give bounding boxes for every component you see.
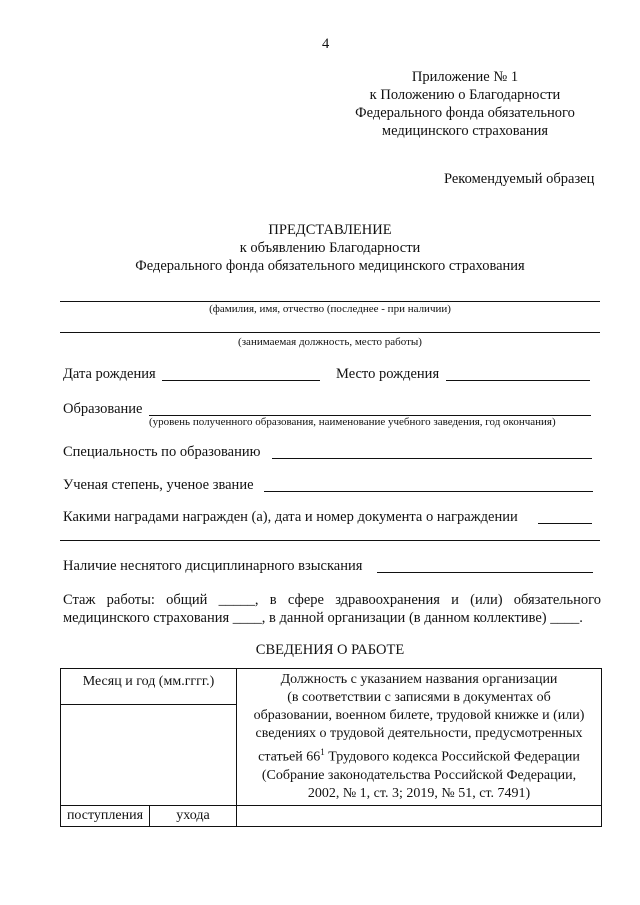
fio-line[interactable] xyxy=(60,301,600,302)
degree-field[interactable] xyxy=(264,477,593,492)
title-main: ПРЕДСТАВЛЕНИЕ xyxy=(268,222,392,238)
title-sub-2: Федерального фонда обязательного медицинского страхования xyxy=(135,258,525,274)
position-header-line-1: Должность с указанием названия организации xyxy=(280,672,558,687)
work-table xyxy=(60,668,602,827)
work-table-header-row xyxy=(61,669,602,705)
document-title xyxy=(60,221,600,275)
specialty-field[interactable] xyxy=(272,444,592,459)
work-table-sub-row xyxy=(61,805,602,826)
education-hint: (уровень полученного образования, наименование учебного заведения, год окончания) xyxy=(149,416,556,428)
position-header xyxy=(237,669,602,806)
position-header-line-3: образовании, военном билете, трудовой книжке и (или) xyxy=(253,708,585,723)
position-line[interactable] xyxy=(60,332,600,333)
appendix-block xyxy=(340,68,590,140)
position-header-line-2: (в соответствии с записями в документах об xyxy=(287,690,551,705)
position-column-cell[interactable] xyxy=(237,805,602,826)
experience-line-2: медицинского страхования ____, в данной организации (в данном коллективе) ____. xyxy=(63,610,583,626)
birth-date-label: Дата рождения xyxy=(63,366,156,382)
awards-field[interactable] xyxy=(538,509,592,524)
page-number: 4 xyxy=(322,36,330,52)
title-sub-1: к объявлению Благодарности xyxy=(239,240,421,256)
experience-line-1: Стаж работы: общий _____, в сфере здравоохранения и (или) обязательного xyxy=(63,592,601,608)
position-header-line-6: (Собрание законодательства Российской Федерации, xyxy=(261,767,577,783)
end-column-header: ухода xyxy=(150,805,237,826)
appendix-line-3: Федерального фонда обязательного xyxy=(355,105,575,121)
position-hint: (занимаемая должность, место работы) xyxy=(238,336,422,348)
appendix-line-2: к Положению о Благодарности xyxy=(369,87,561,103)
position-header-line-5 xyxy=(241,743,597,767)
experience-block xyxy=(63,591,601,627)
discipline-field[interactable] xyxy=(377,558,593,573)
degree-label: Ученая степень, ученое звание xyxy=(63,477,254,493)
fio-hint: (фамилия, имя, отчество (последнее - при наличии) xyxy=(209,303,451,315)
work-section-title: СВЕДЕНИЯ О РАБОТЕ xyxy=(255,642,405,658)
birth-place-label: Место рождения xyxy=(336,366,440,382)
awards-label: Какими наградами награжден (а), дата и номер документа о награждении xyxy=(63,509,518,525)
month-year-header xyxy=(61,669,237,705)
birth-date-field[interactable] xyxy=(162,366,320,381)
start-column-header: поступления xyxy=(61,805,150,826)
discipline-label: Наличие неснятого дисциплинарного взыскания xyxy=(63,558,363,574)
month-year-header-text: Месяц и год (мм.гггг.) xyxy=(82,674,215,689)
article-text: статьей 66 xyxy=(258,749,321,765)
specialty-label: Специальность по образованию xyxy=(63,444,261,460)
article-superscript: 1 xyxy=(320,747,325,757)
birth-place-field[interactable] xyxy=(446,366,590,381)
appendix-line-1: Приложение № 1 xyxy=(411,69,519,85)
labor-code-text: Трудового кодекса Российской Федерации xyxy=(324,749,580,765)
month-year-body xyxy=(61,704,237,805)
education-field[interactable] xyxy=(149,401,591,416)
appendix-line-4: медицинского страхования xyxy=(381,123,549,139)
education-label: Образование xyxy=(63,401,143,417)
position-header-line-7: 2002, № 1, ст. 3; 2019, № 51, ст. 7491) xyxy=(307,785,531,801)
recommended-sample: Рекомендуемый образец xyxy=(444,171,595,187)
position-header-line-4: сведениях о трудовой деятельности, предусмотренных xyxy=(255,726,583,741)
awards-extra-line[interactable] xyxy=(60,540,600,541)
